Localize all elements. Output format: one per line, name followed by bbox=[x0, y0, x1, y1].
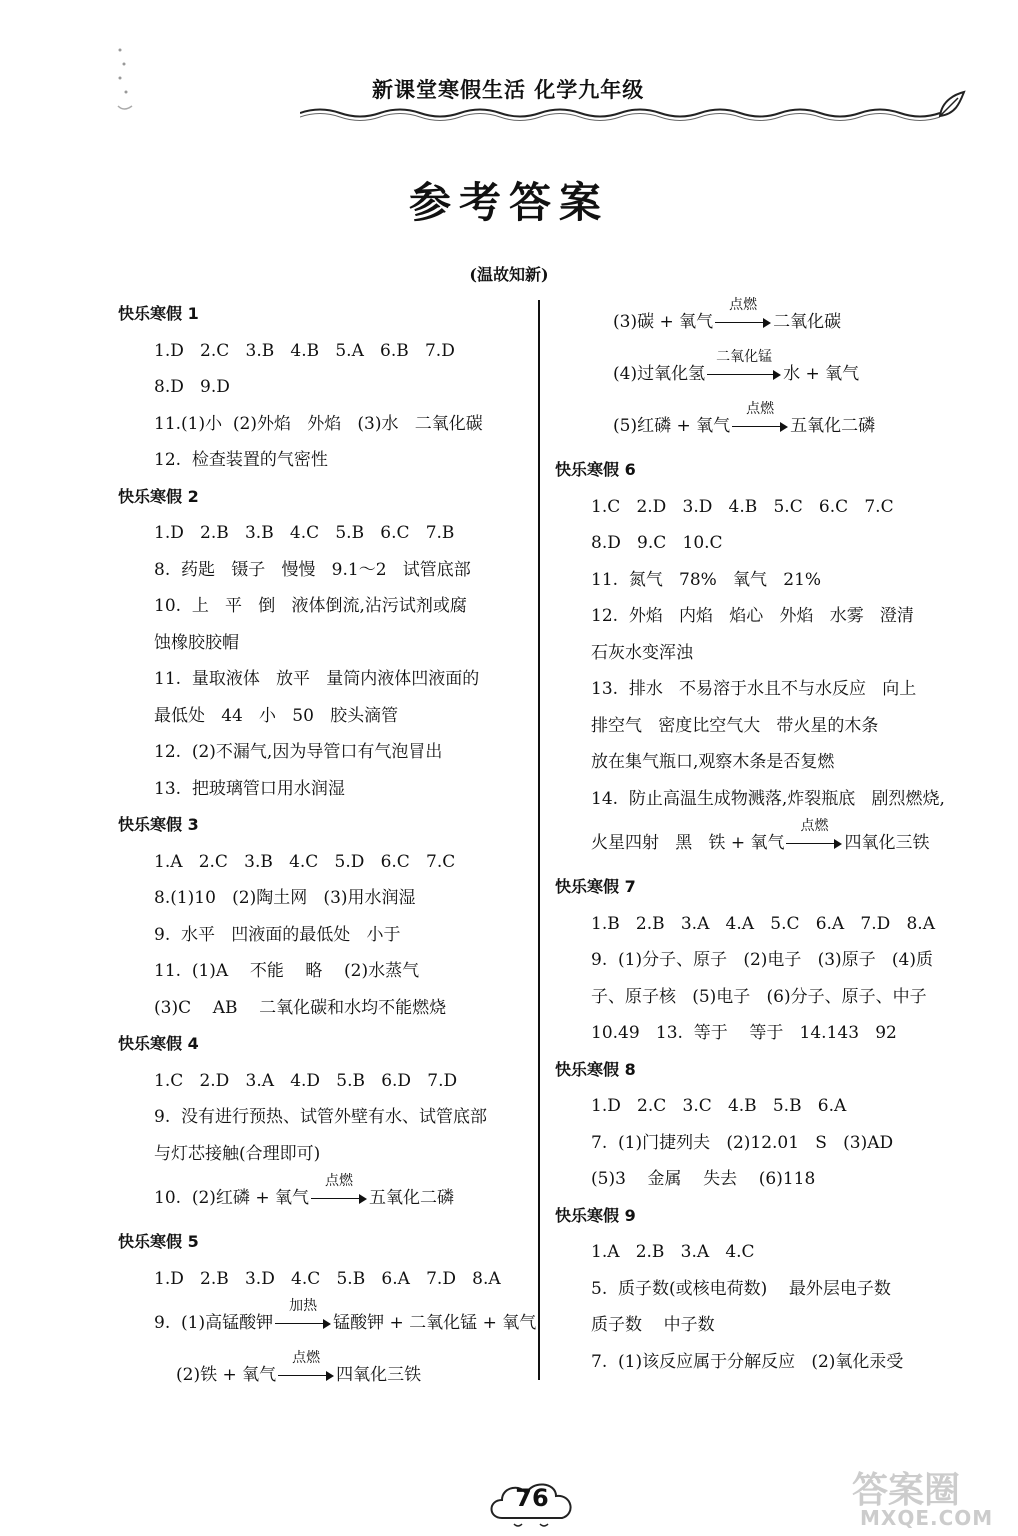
answer-line: 5. 质子数(或核电荷数) 最外层电子数 bbox=[591, 1278, 891, 1299]
equation-products: 五氧化二磷 bbox=[368, 1188, 454, 1208]
equation-reactants: 9. (1)高锰酸钾 bbox=[154, 1313, 274, 1333]
answer-line: 质子数 中子数 bbox=[591, 1315, 715, 1335]
reaction-condition: 二氧化锰 bbox=[716, 348, 773, 365]
answer-line: 11.(1)小 (2)外焰 外焰 (3)水 二氧化碳 bbox=[154, 413, 483, 434]
reaction-arrow bbox=[732, 400, 788, 437]
corner-ornament-icon bbox=[110, 40, 140, 120]
section-heading: 快乐寒假 5 bbox=[118, 1232, 199, 1251]
answer-line: 石灰水变浑浊 bbox=[591, 642, 693, 663]
answer-line: 1.D 2.B 3.D 4.C 5.B 6.A 7.D 8.A bbox=[154, 1268, 501, 1289]
arrow-head-icon bbox=[359, 1194, 367, 1204]
watermark-en: MXQE.COM bbox=[860, 1506, 994, 1530]
reaction-arrow bbox=[707, 348, 781, 385]
equation-reactants: (3)碳 + 氧气 bbox=[613, 312, 714, 332]
answer-line: 与灯芯接触(合理即可) bbox=[154, 1143, 321, 1164]
equation-line bbox=[118, 1297, 537, 1349]
equation-products: 四氧化三铁 bbox=[844, 833, 930, 853]
section-heading: 快乐寒假 6 bbox=[555, 460, 636, 479]
equation-products: 水 + 氧气 bbox=[783, 364, 860, 384]
arrow-head-icon bbox=[773, 370, 781, 380]
equation-line bbox=[555, 817, 975, 869]
arrow-line bbox=[275, 1323, 325, 1325]
column-divider bbox=[538, 300, 540, 1380]
header-wave-divider bbox=[300, 104, 950, 122]
answer-line: 10.49 13. 等于 等于 14.143 92 bbox=[591, 1023, 897, 1043]
header-title: 新课堂寒假生活 化学九年级 bbox=[372, 77, 645, 102]
answer-line: 放在集气瓶口,观察木条是否复燃 bbox=[591, 752, 835, 772]
section-subtitle: (温故知新) bbox=[469, 265, 549, 284]
answer-line: 11. (1)A 不能 略 (2)水蒸气 bbox=[154, 961, 420, 981]
answer-line: 8.D 9.C 10.C bbox=[591, 533, 723, 553]
watermark-logo bbox=[852, 1462, 1012, 1532]
answer-line: 11. 氮气 78% 氧气 21% bbox=[591, 569, 822, 590]
equation-reactants: (2)铁 + 氧气 bbox=[176, 1365, 277, 1385]
equation-line bbox=[555, 296, 975, 348]
reaction-condition: 点燃 bbox=[324, 1172, 353, 1189]
reaction-condition: 点燃 bbox=[729, 296, 758, 313]
equation-reactants: (5)红磷 + 氧气 bbox=[613, 416, 731, 436]
reaction-condition: 点燃 bbox=[800, 817, 829, 834]
answer-line: 1.D 2.C 3.B 4.B 5.A 6.B 7.D bbox=[154, 340, 455, 361]
answer-line: 蚀橡胶胶帽 bbox=[154, 632, 239, 653]
reaction-arrow bbox=[278, 1349, 334, 1386]
reaction-condition: 点燃 bbox=[292, 1349, 321, 1366]
section-heading: 快乐寒假 1 bbox=[118, 304, 199, 323]
answer-line: 11. 量取液体 放平 量筒内液体凹液面的 bbox=[154, 669, 480, 689]
reaction-condition: 加热 bbox=[289, 1297, 318, 1314]
arrow-head-icon bbox=[834, 839, 842, 849]
answer-line: 10. 上 平 倒 液体倒流,沾污试剂或腐 bbox=[154, 596, 467, 616]
answer-line: 1.D 2.C 3.C 4.B 5.B 6.A bbox=[591, 1096, 847, 1116]
watermark-cn: 答案圈 bbox=[852, 1470, 961, 1511]
answer-line: 12. 外焰 内焰 焰心 外焰 水雾 澄清 bbox=[591, 606, 914, 626]
section-heading: 快乐寒假 9 bbox=[555, 1205, 636, 1225]
section-heading: 快乐寒假 4 bbox=[118, 1034, 199, 1053]
equation-products: 二氧化碳 bbox=[773, 312, 842, 332]
answer-line: (5)3 金属 失去 (6)118 bbox=[591, 1169, 816, 1189]
answer-line: (3)C AB 二氧化碳和水均不能燃烧 bbox=[154, 997, 447, 1018]
arrow-line bbox=[311, 1198, 361, 1200]
equation-reactants: 10. (2)红磷 + 氧气 bbox=[154, 1188, 309, 1208]
left-answer-column bbox=[118, 296, 537, 1401]
equation-line bbox=[555, 348, 975, 400]
arrow-head-icon bbox=[323, 1319, 331, 1329]
equation-products: 四氧化三铁 bbox=[336, 1365, 422, 1385]
equation-reactants: (4)过氧化氢 bbox=[613, 364, 706, 384]
section-heading: 快乐寒假 8 bbox=[555, 1059, 636, 1079]
answer-line: 9. (1)分子、原子 (2)电子 (3)原子 (4)质 bbox=[591, 950, 933, 970]
arrow-head-icon bbox=[763, 318, 771, 328]
answer-line: 子、原子核 (5)电子 (6)分子、原子、中子 bbox=[591, 986, 927, 1007]
arrow-line bbox=[278, 1375, 328, 1377]
answer-line: 1.D 2.B 3.B 4.C 5.B 6.C 7.B bbox=[154, 523, 455, 543]
answer-line: 8.D 9.D bbox=[154, 377, 230, 397]
equation-reactants: 火星四射 黑 铁 + 氧气 bbox=[591, 833, 785, 853]
answer-line: 9. 没有进行预热、试管外壁有水、试管底部 bbox=[154, 1107, 488, 1127]
answer-line: 1.C 2.D 3.A 4.D 5.B 6.D 7.D bbox=[154, 1070, 458, 1091]
answer-line: 7. (1)该反应属于分解反应 (2)氧化汞受 bbox=[591, 1351, 904, 1372]
leaf-ornament-icon bbox=[932, 86, 972, 126]
arrow-line bbox=[715, 322, 765, 324]
section-heading: 快乐寒假 7 bbox=[555, 877, 636, 896]
answer-line: 13. 排水 不易溶于水且不与水反应 向上 bbox=[591, 679, 917, 699]
answer-line: 7. (1)门捷列夫 (2)12.01 S (3)AD bbox=[591, 1132, 894, 1153]
reaction-arrow bbox=[786, 817, 842, 854]
arrow-head-icon bbox=[780, 422, 788, 432]
answer-line: 1.A 2.B 3.A 4.C bbox=[591, 1242, 755, 1262]
page-number-badge bbox=[484, 1474, 580, 1530]
answer-line: 12. 检查装置的气密性 bbox=[154, 450, 328, 470]
answer-line: 排空气 密度比空气大 带火星的木条 bbox=[591, 715, 879, 736]
arrow-head-icon bbox=[326, 1371, 334, 1381]
right-answer-column bbox=[555, 296, 975, 1380]
section-heading: 快乐寒假 2 bbox=[118, 486, 199, 506]
answer-line: 8.(1)10 (2)陶土网 (3)用水润湿 bbox=[154, 888, 416, 908]
answer-line: 14. 防止高温生成物溅落,炸裂瓶底 剧烈燃烧, bbox=[591, 788, 945, 809]
equation-products: 五氧化二磷 bbox=[790, 416, 876, 436]
answer-line: 1.B 2.B 3.A 4.A 5.C 6.A 7.D 8.A bbox=[591, 913, 935, 934]
equation-line bbox=[118, 1349, 528, 1401]
equation-line bbox=[555, 400, 975, 452]
arrow-line bbox=[732, 426, 782, 428]
answer-line: 8. 药匙 镊子 慢慢 9.1～2 试管底部 bbox=[154, 559, 471, 580]
equation-products: 锰酸钾 + 二氧化锰 + 氧气 bbox=[333, 1313, 537, 1333]
reaction-arrow bbox=[311, 1172, 367, 1209]
answer-line: 最低处 44 小 50 胶头滴管 bbox=[154, 705, 399, 726]
reaction-arrow bbox=[275, 1297, 331, 1334]
answer-line: 1.A 2.C 3.B 4.C 5.D 6.C 7.C bbox=[154, 851, 456, 872]
arrow-line bbox=[707, 374, 775, 376]
reaction-arrow bbox=[715, 296, 771, 333]
section-heading: 快乐寒假 3 bbox=[118, 815, 199, 834]
reaction-condition: 点燃 bbox=[746, 400, 775, 417]
equation-line bbox=[118, 1172, 528, 1224]
page-title: 参考答案 bbox=[408, 178, 609, 227]
answer-line: 13. 把玻璃管口用水润湿 bbox=[154, 778, 345, 799]
arrow-line bbox=[786, 843, 836, 845]
answer-line: 12. (2)不漏气,因为导管口有气泡冒出 bbox=[154, 742, 443, 762]
answer-line: 1.C 2.D 3.D 4.B 5.C 6.C 7.C bbox=[591, 496, 894, 517]
answer-line: 9. 水平 凹液面的最低处 小于 bbox=[154, 924, 401, 945]
page-number: 76 bbox=[515, 1484, 549, 1512]
